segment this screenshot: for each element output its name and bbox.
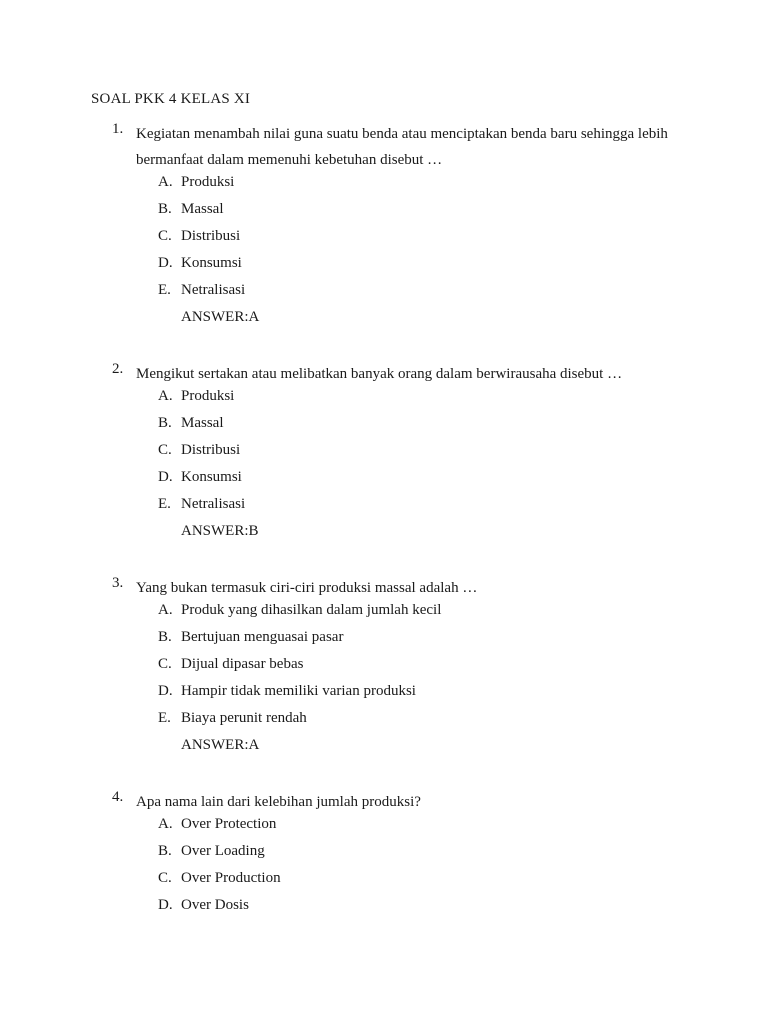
option-text: Netralisasi [181,496,246,512]
option-b [0,843,768,865]
answer-key: ANSWER:A [181,309,260,325]
question-text: Yang bukan termasuk ciri-ciri produksi massal adalah … [136,580,478,596]
option-a [0,816,768,838]
option-text: Massal [181,415,224,431]
option-a [0,174,768,196]
question-text: Mengikut sertakan atau melibatkan banyak orang dalam berwirausaha disebut … [136,366,623,382]
option-text: Biaya perunit rendah [181,710,307,726]
option-e [0,282,768,304]
question-number: 2. [112,361,124,377]
option-text: Over Loading [181,843,265,859]
option-letter: E. [158,282,171,298]
question-number: 1. [112,121,124,137]
option-c [0,656,768,678]
option-text: Distribusi [181,228,241,244]
option-text: Netralisasi [181,282,246,298]
option-c [0,228,768,250]
option-text: Konsumsi [181,469,242,485]
question-text: Apa nama lain dari kelebihan jumlah produksi? [136,794,421,810]
option-text: Produksi [181,174,235,190]
option-b [0,201,768,223]
option-letter: A. [158,602,173,618]
answer-key: ANSWER:B [181,523,259,539]
question-text: Kegiatan menambah nilai guna suatu benda atau menciptakan benda baru sehingga lebih bermanfaat dalam memenuhi kebetuhan disebut … [136,126,668,168]
option-a [0,388,768,410]
option-text: Konsumsi [181,255,242,271]
option-letter: A. [158,174,173,190]
option-letter: A. [158,388,173,404]
answer-key: ANSWER:A [181,737,260,753]
document-title: SOAL PKK 4 KELAS XI [91,91,251,107]
option-b [0,629,768,651]
option-letter: D. [158,255,173,271]
option-text: Distribusi [181,442,241,458]
option-letter: C. [158,228,172,244]
option-letter: D. [158,897,173,913]
option-letter: C. [158,656,172,672]
option-a [0,602,768,624]
option-text: Over Production [181,870,281,886]
option-text: Over Protection [181,816,277,832]
option-d [0,683,768,705]
option-b [0,415,768,437]
option-text: Dijual dipasar bebas [181,656,304,672]
option-text: Produk yang dihasilkan dalam jumlah kecil [181,602,442,618]
option-letter: E. [158,496,171,512]
option-letter: C. [158,870,172,886]
question-number: 4. [112,789,124,805]
option-e [0,710,768,732]
option-d [0,255,768,277]
question-number: 3. [112,575,124,591]
option-letter: B. [158,415,172,431]
option-letter: D. [158,469,173,485]
option-letter: B. [158,629,172,645]
option-c [0,870,768,892]
option-letter: B. [158,201,172,217]
option-text: Massal [181,201,224,217]
option-text: Produksi [181,388,235,404]
option-letter: C. [158,442,172,458]
option-e [0,496,768,518]
option-letter: E. [158,710,171,726]
option-letter: A. [158,816,173,832]
option-d [0,469,768,491]
option-text: Hampir tidak memiliki varian produksi [181,683,416,699]
option-letter: D. [158,683,173,699]
option-text: Bertujuan menguasai pasar [181,629,344,645]
option-text: Over Dosis [181,897,249,913]
option-c [0,442,768,464]
option-d [0,897,768,919]
option-letter: B. [158,843,172,859]
